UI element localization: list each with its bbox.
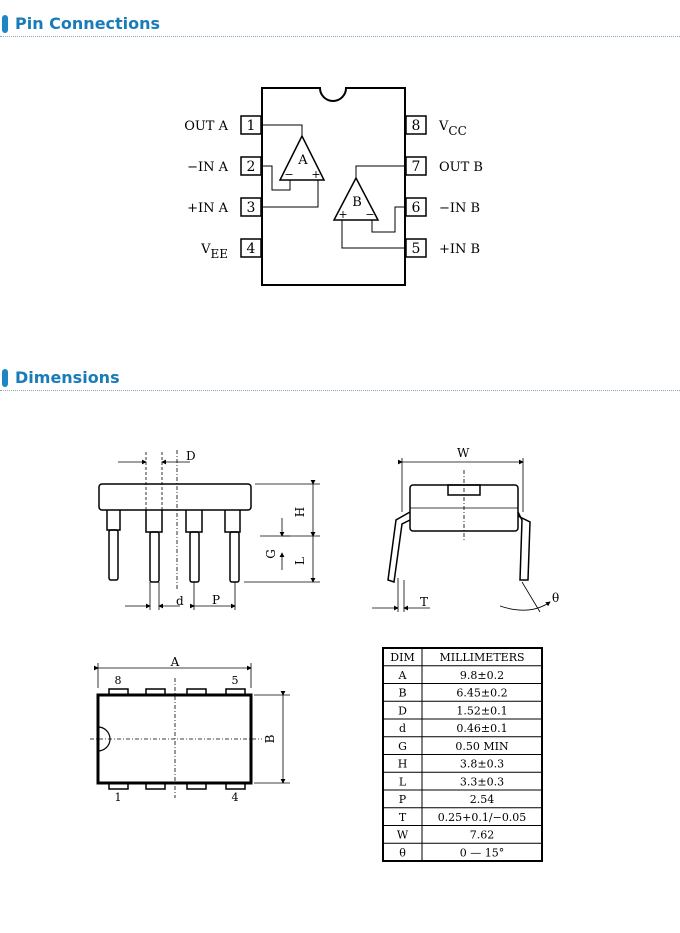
table-cell-millimeters: 1.52±0.1 xyxy=(456,704,508,718)
dimension-table xyxy=(383,648,542,861)
table-cell-millimeters: 0.46±0.1 xyxy=(456,722,508,735)
table-cell-millimeters: 7.62 xyxy=(469,828,495,842)
table-cell-millimeters: 0 — 15° xyxy=(459,846,505,860)
right-pin-boxes xyxy=(406,116,426,257)
dim-label-h: H xyxy=(293,506,307,518)
table-cell-dim: H xyxy=(397,757,408,771)
pin-connections-header xyxy=(0,10,680,40)
pin-label: OUT A xyxy=(184,119,228,134)
section-divider xyxy=(0,390,680,391)
section-marker-icon xyxy=(2,369,8,387)
dim-label-p: P xyxy=(212,593,221,607)
op-amp-b-plus: + xyxy=(338,208,348,221)
table-cell-dim: W xyxy=(396,828,409,842)
pin-number: 6 xyxy=(411,200,421,216)
dim-label-a: A xyxy=(170,655,180,669)
top-view-pin-4: 4 xyxy=(231,791,239,804)
end-view xyxy=(388,485,530,582)
dimension-drawings xyxy=(0,430,680,930)
pinout-diagram xyxy=(0,50,680,350)
pin-label: −IN B xyxy=(439,201,481,216)
dim-label-d-upper: D xyxy=(186,449,196,463)
pin-number: 5 xyxy=(411,241,421,257)
section-divider xyxy=(0,36,680,37)
top-view-pin-5: 5 xyxy=(231,674,239,687)
table-cell-dim: B xyxy=(398,686,407,700)
table-cell-millimeters: 3.3±0.3 xyxy=(459,775,505,789)
op-amp-b-name: B xyxy=(352,195,362,210)
table-cell-dim: D xyxy=(398,704,407,718)
op-amp-a-name: A xyxy=(298,153,308,168)
table-cell-dim: θ xyxy=(399,846,406,860)
op-amp-a-plus: + xyxy=(311,168,321,181)
table-cell-dim: P xyxy=(398,793,407,806)
top-view-pin-1: 1 xyxy=(114,791,122,804)
table-header-millimeters: MILLIMETERS xyxy=(439,651,525,664)
table-header-dim: DIM xyxy=(390,651,415,664)
op-amp-b-minus: − xyxy=(365,208,375,221)
table-cell-millimeters: 6.45±0.2 xyxy=(456,686,508,700)
pin-label: OUT B xyxy=(439,160,483,175)
left-pin-boxes xyxy=(241,116,261,257)
dim-label-w: W xyxy=(457,446,470,460)
side-view xyxy=(99,484,251,582)
section-title: Dimensions xyxy=(15,368,120,387)
table-cell-dim: T xyxy=(398,810,407,824)
top-view-pin-8: 8 xyxy=(114,674,122,687)
table-cell-millimeters: 0.25+0.1/−0.05 xyxy=(437,810,527,824)
section-title: Pin Connections xyxy=(15,14,161,33)
pin-number: 3 xyxy=(246,200,256,216)
table-cell-millimeters: 2.54 xyxy=(469,793,495,806)
table-cell-millimeters: 0.50 MIN xyxy=(455,739,509,753)
section-marker-icon xyxy=(2,15,8,33)
op-amp-a-minus: − xyxy=(284,168,294,181)
dim-label-t: T xyxy=(420,595,429,609)
pin-number: 8 xyxy=(411,118,421,134)
table-cell-millimeters: 9.8±0.2 xyxy=(459,668,505,682)
pin-label: −IN A xyxy=(187,160,228,175)
pin-label: +IN B xyxy=(439,242,481,257)
table-cell-dim: A xyxy=(398,668,407,682)
dim-label-l: L xyxy=(293,557,307,565)
table-cell-dim: d xyxy=(398,722,407,735)
pin-label-vee: VEE xyxy=(201,242,228,261)
table-cell-millimeters: 3.8±0.3 xyxy=(459,757,505,771)
dim-label-theta: θ xyxy=(552,591,560,605)
pin-number: 2 xyxy=(246,159,256,175)
dim-label-g: G xyxy=(264,549,278,559)
dim-label-b: B xyxy=(263,734,277,744)
ic-body xyxy=(262,88,405,285)
table-cell-dim: G xyxy=(398,739,407,753)
pin-number: 7 xyxy=(411,159,421,175)
pin-number: 1 xyxy=(246,118,256,134)
pin-label: +IN A xyxy=(187,201,228,216)
pin-number: 4 xyxy=(246,241,256,257)
dimensions-header xyxy=(0,364,680,394)
table-cell-dim: L xyxy=(398,775,407,789)
pin-label-vcc: VCC xyxy=(439,119,467,138)
dim-label-d-lower: d xyxy=(176,594,184,608)
